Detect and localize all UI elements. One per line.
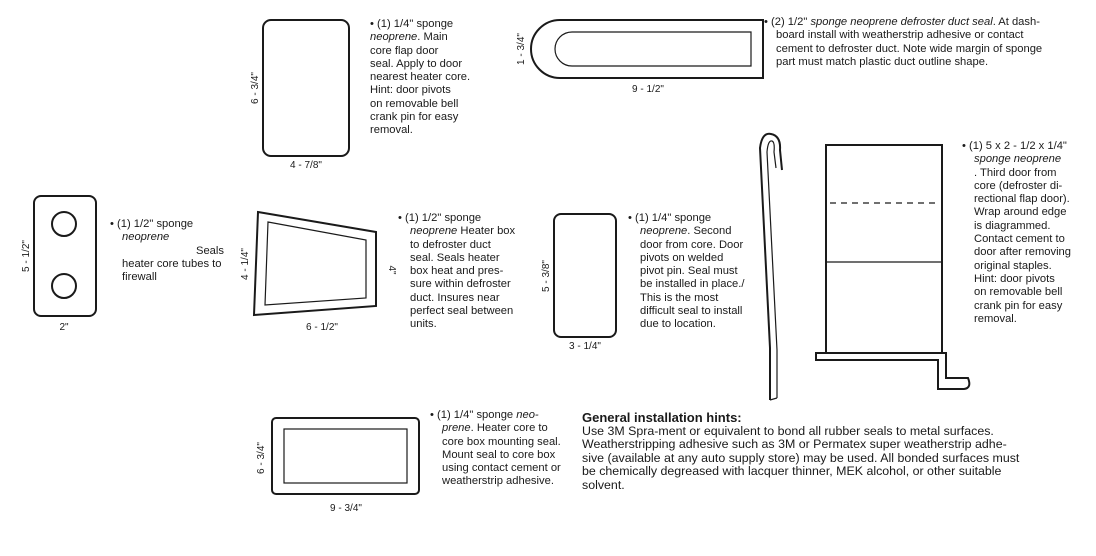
note-third-door: [962, 140, 1071, 326]
note-line: • (1) 1/4" sponge: [430, 409, 514, 421]
note-line: nearest heater core.: [370, 71, 471, 84]
hints-line: solvent.: [582, 477, 625, 492]
note-duct: [764, 16, 1042, 69]
tube-hole-lower: [52, 274, 76, 298]
note-line: board install with weatherstrip adhesive or contact: [776, 29, 1024, 42]
note-line: Contact cement to: [974, 233, 1065, 246]
note-line: core flap door: [370, 44, 439, 57]
mount-seal-inner: [284, 429, 407, 483]
note-second-door: [628, 212, 744, 332]
note-line: . Second: [687, 225, 732, 238]
note-line: core box mounting seal.: [442, 435, 561, 448]
note-line: on removable bell: [370, 97, 459, 110]
note-line: weatherstrip adhesive.: [442, 475, 554, 488]
note-line: This is the most: [640, 291, 719, 304]
mount-height-label: 6 - 3/4": [256, 442, 267, 474]
core-flap-seal-outline: [263, 20, 349, 156]
note-core-flap: [370, 18, 470, 138]
note-line: Hint: door pivots: [370, 84, 451, 97]
note-line: door from core. Door: [640, 238, 744, 251]
note-line: on removable bell: [974, 286, 1063, 299]
third-door-outline: [826, 145, 942, 353]
note-line: original staples.: [974, 259, 1052, 272]
note-line-italic: neoprene: [410, 225, 458, 238]
pivot-rod-outer: [760, 134, 782, 400]
core-flap-width-label: 4 - 7/8": [290, 160, 322, 171]
note-line-italic: sponge neoprene: [974, 153, 1062, 166]
heater-box-left-label: 4 - 1/4": [240, 248, 251, 280]
general-installation-hints: [582, 410, 1082, 492]
note-line: door after removing: [974, 246, 1072, 259]
duct-seal-outer: [531, 20, 763, 78]
note-line: pivot pin. Seal must: [640, 265, 738, 278]
note-line: duct. Insures near: [410, 291, 500, 304]
note-line: Mount seal to core box: [442, 448, 556, 461]
note-line: Hint: door pivots: [974, 272, 1055, 285]
note-line: firewall: [122, 271, 157, 284]
note-line: . Heater core to: [470, 422, 548, 435]
note-line: • (1) 1/2" sponge: [110, 218, 194, 230]
tube-height-label: 5 - 1/2": [21, 240, 32, 272]
note-line: Wrap around edge: [974, 206, 1067, 219]
note-line: • (2) 1/2": [764, 16, 808, 28]
note-line-italic: neoprene: [640, 225, 688, 238]
note-line: seal. Apply to door: [370, 57, 463, 70]
duct-height-label: 1 - 3/4": [516, 33, 527, 65]
note-line-italic: neoprene: [122, 231, 170, 244]
heater-box-right-label: 4": [386, 265, 397, 275]
hints-line: be chemically degreased with lacquer thinner, MEK alcohol, or other suitable: [582, 464, 1002, 479]
note-line: is diagrammed.: [974, 219, 1051, 232]
note-line: Seals: [196, 244, 224, 257]
note-line: be installed in place./: [640, 278, 745, 291]
note-line: core (defroster di-: [974, 179, 1063, 192]
note-line: heater core tubes to: [122, 257, 222, 270]
note-line: pivots on welded: [640, 251, 724, 264]
pivot-height-label: 5 - 3/8": [541, 260, 552, 292]
duct-width-label: 9 - 1/2": [632, 84, 664, 95]
note-line: difficult seal to install: [640, 305, 743, 318]
note-line: . Third door from: [974, 166, 1057, 179]
note-line: • (1) 1/4" sponge: [370, 18, 454, 30]
tube-hole-upper: [52, 212, 76, 236]
note-tubes: [110, 218, 224, 284]
note-line: seal. Seals heater: [410, 251, 500, 264]
note-line: . At dash-: [992, 16, 1040, 28]
heater-box-width-label: 6 - 1/2": [306, 322, 338, 333]
note-line: • (1) 5 x 2 - 1/2 x 1/4": [962, 140, 1067, 152]
note-heater-box: [398, 212, 515, 332]
heater-box-seal-inner: [265, 222, 366, 305]
hints-line: Use 3M Spra-ment or equivalent to bond all rubber seals to metal surfaces.: [582, 424, 994, 438]
note-line-italic: prene: [442, 422, 471, 435]
mount-width-label: 9 - 3/4": [330, 503, 362, 514]
note-line-italic: neo-: [513, 409, 539, 421]
note-line-italic: sponge neoprene defroster duct seal: [810, 16, 993, 28]
pivot-rod-tip: [770, 398, 777, 400]
hints-title: General installation hints:: [582, 410, 742, 425]
hints-line: sive (available at any auto supply store) may be used. All bonded surfaces must: [582, 450, 1020, 465]
note-line: Heater box: [457, 225, 516, 238]
note-line: units.: [410, 318, 437, 331]
pivot-rod-inner: [767, 141, 777, 398]
note-mount: [430, 409, 561, 489]
tube-width-label: 2": [59, 322, 69, 333]
hints-line: Weatherstripping adhesive such as 3M or Permatex super weatherstrip adhe-: [582, 437, 1007, 452]
note-line: removal.: [370, 124, 413, 137]
note-line: . Main: [417, 31, 448, 44]
note-line: box heat and pres-: [410, 265, 504, 278]
note-line: removal.: [974, 312, 1017, 325]
note-line: • (1) 1/4" sponge: [628, 212, 712, 224]
third-door-bracket: [816, 353, 969, 389]
note-line: sure within defroster: [410, 278, 511, 291]
note-line: using contact cement or: [442, 462, 561, 475]
second-door-seal-outline: [554, 214, 616, 337]
note-line: rectional flap door).: [974, 193, 1070, 206]
note-line: due to location.: [640, 318, 716, 331]
note-line: perfect seal between: [410, 305, 514, 318]
note-line: part must match plastic duct outline shape.: [776, 55, 989, 68]
note-line: • (1) 1/2" sponge: [398, 212, 482, 224]
heater-box-seal-outer: [254, 212, 376, 315]
pivot-width-label: 3 - 1/4": [569, 341, 601, 352]
note-line: to defroster duct: [410, 238, 491, 251]
note-line: cement to defroster duct. Note wide margin of sponge: [776, 42, 1043, 55]
note-line-italic: neoprene: [370, 31, 418, 44]
note-line: crank pin for easy: [974, 299, 1063, 312]
duct-seal-inner: [555, 32, 751, 66]
note-line: crank pin for easy: [370, 111, 459, 124]
core-flap-height-label: 6 - 3/4": [250, 72, 261, 104]
